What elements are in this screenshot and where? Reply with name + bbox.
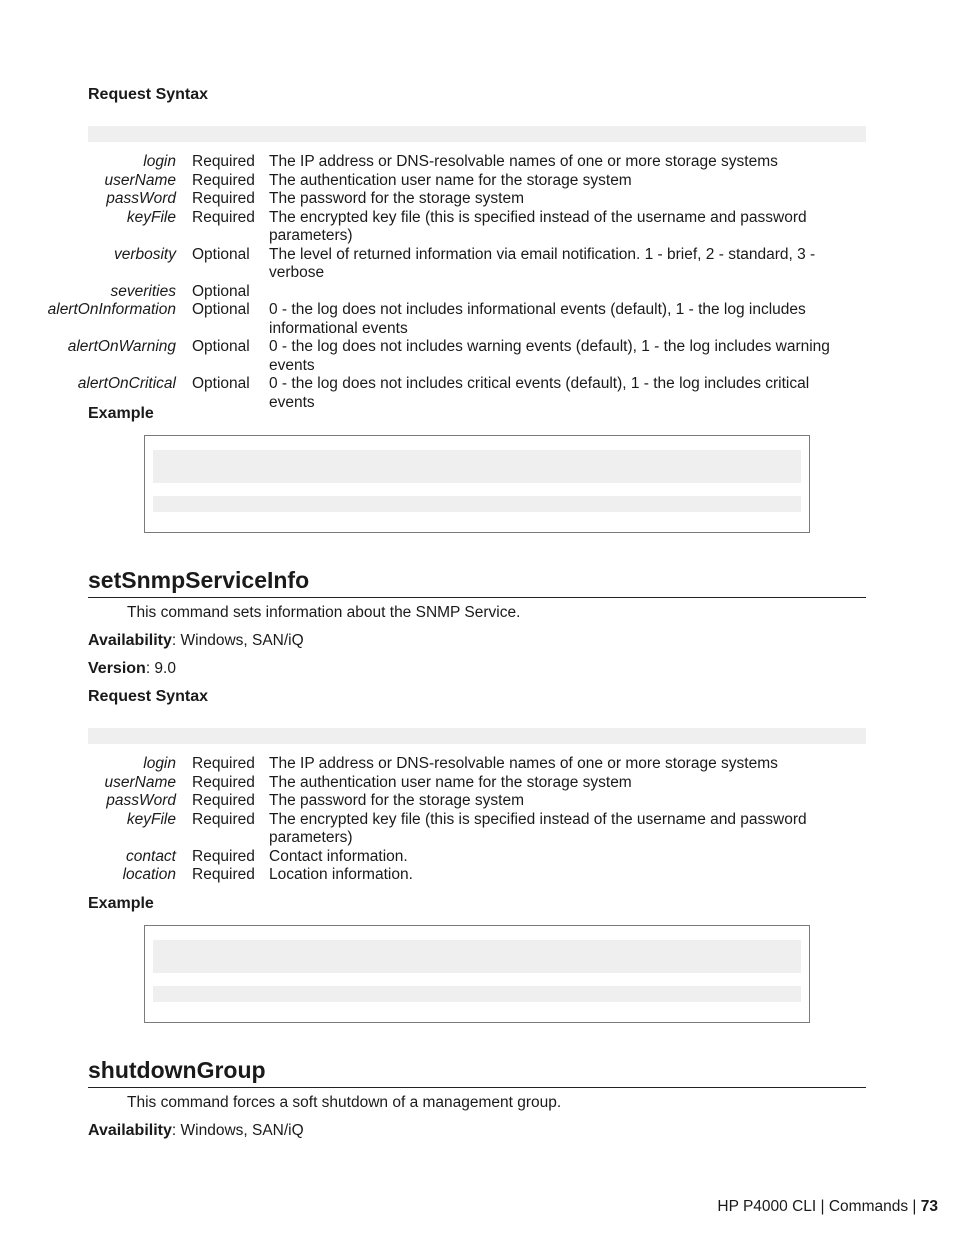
example-code-line	[153, 450, 801, 483]
version-value: : 9.0	[145, 660, 176, 677]
parameter-description: The password for the storage system	[269, 190, 525, 207]
parameter-row	[0, 153, 854, 172]
parameter-name: userName	[104, 773, 176, 791]
section-description: This command sets information about the SNMP Service.	[127, 604, 521, 621]
availability-value: : Windows, SAN/iQ	[171, 1122, 304, 1139]
parameter-row	[0, 283, 854, 302]
parameter-row	[0, 792, 854, 811]
parameter-requirement: Required	[192, 208, 255, 226]
parameter-description: Contact information.	[269, 847, 408, 865]
parameter-name: userName	[104, 171, 176, 189]
parameter-requirement: Required	[192, 171, 255, 189]
availability-label: Availability	[88, 1122, 172, 1139]
section-title: setSnmpServiceInfo	[88, 567, 310, 593]
example-heading: Example	[88, 405, 154, 422]
page-number: 73	[920, 1198, 938, 1215]
parameter-name: location	[122, 866, 176, 883]
parameter-description: The encrypted key file (this is specified instead of the username and password parameters)	[269, 208, 807, 244]
section-description: This command forces a soft shutdown of a management group.	[127, 1094, 562, 1111]
footer-text: HP P4000 CLI | Commands |	[717, 1198, 917, 1215]
parameter-description: The level of returned information via email notification. 1 - brief, 2 - standard, 3 - verbose	[269, 245, 816, 281]
parameter-requirement: Required	[192, 773, 255, 791]
example-heading: Example	[88, 895, 154, 912]
parameter-name: keyFile	[126, 810, 176, 828]
parameter-requirement: Required	[192, 792, 255, 809]
parameter-requirement: Required	[192, 755, 255, 772]
example-code-box	[144, 435, 810, 533]
parameter-name: keyFile	[126, 208, 176, 226]
parameter-requirement: Optional	[192, 245, 250, 263]
parameter-name: passWord	[106, 190, 176, 207]
parameter-row	[0, 172, 854, 191]
parameters-table	[0, 153, 854, 412]
version-label: Version	[88, 660, 146, 677]
parameter-description: The IP address or DNS-resolvable names of one or more storage systems	[269, 755, 778, 772]
parameter-requirement: Optional	[192, 301, 250, 318]
parameter-description: 0 - the log does not includes critical events (default), 1 - the log includes critical events	[269, 375, 810, 411]
section-rule	[88, 1087, 866, 1088]
parameter-description: 0 - the log does not includes warning events (default), 1 - the log includes warning events	[269, 338, 830, 374]
parameter-description: Location information.	[269, 866, 413, 883]
parameter-description: The authentication user name for the storage system	[269, 171, 632, 189]
parameter-row	[0, 246, 854, 283]
parameter-row	[0, 338, 854, 375]
parameter-description: The password for the storage system	[269, 792, 525, 809]
parameter-row	[0, 301, 854, 338]
example-code-line	[153, 496, 801, 512]
parameter-row	[0, 209, 854, 246]
example-code-line	[153, 986, 801, 1002]
parameter-requirement: Required	[192, 153, 255, 170]
availability-label: Availability	[88, 632, 172, 649]
parameter-row	[0, 811, 854, 848]
parameter-name: alertOnCritical	[77, 375, 176, 392]
parameter-description	[269, 283, 854, 302]
request-syntax-code-block	[88, 126, 866, 142]
availability-line	[88, 632, 304, 650]
parameter-requirement: Required	[192, 810, 255, 828]
parameter-description: 0 - the log does not includes informational events (default), 1 - the log includes informational events	[269, 301, 806, 337]
parameter-requirement: Optional	[192, 375, 250, 392]
parameters-table	[0, 755, 854, 885]
parameter-name: alertOnInformation	[47, 301, 176, 318]
parameter-row	[0, 848, 854, 867]
version-line	[88, 660, 176, 678]
parameter-name: verbosity	[113, 245, 176, 263]
parameter-name: alertOnWarning	[67, 338, 176, 355]
parameter-row	[0, 866, 854, 885]
parameter-description: The authentication user name for the storage system	[269, 773, 632, 791]
section-rule	[88, 597, 866, 598]
example-code-box	[144, 925, 810, 1023]
parameter-name: contact	[126, 847, 176, 865]
parameter-name: login	[143, 755, 176, 772]
request-syntax-heading: Request Syntax	[88, 86, 209, 103]
availability-value: : Windows, SAN/iQ	[171, 632, 304, 649]
page-footer	[717, 1198, 938, 1216]
request-syntax-code-block	[88, 728, 866, 744]
parameter-name: severities	[110, 282, 176, 300]
parameter-row	[0, 190, 854, 209]
parameter-requirement: Optional	[192, 338, 250, 355]
parameter-name: login	[143, 153, 176, 170]
section-title: shutdownGroup	[88, 1057, 266, 1083]
availability-line	[88, 1122, 304, 1140]
parameter-description: The IP address or DNS-resolvable names of one or more storage systems	[269, 153, 778, 170]
parameter-requirement: Optional	[192, 282, 250, 300]
example-code-line	[153, 940, 801, 973]
parameter-requirement: Required	[192, 866, 255, 883]
parameter-row	[0, 774, 854, 793]
parameter-description: The encrypted key file (this is specified instead of the username and password parameters)	[269, 810, 807, 846]
parameter-name: passWord	[106, 792, 176, 809]
request-syntax-heading: Request Syntax	[88, 688, 209, 705]
parameter-requirement: Required	[192, 847, 255, 865]
parameter-requirement: Required	[192, 190, 255, 207]
parameter-row	[0, 755, 854, 774]
